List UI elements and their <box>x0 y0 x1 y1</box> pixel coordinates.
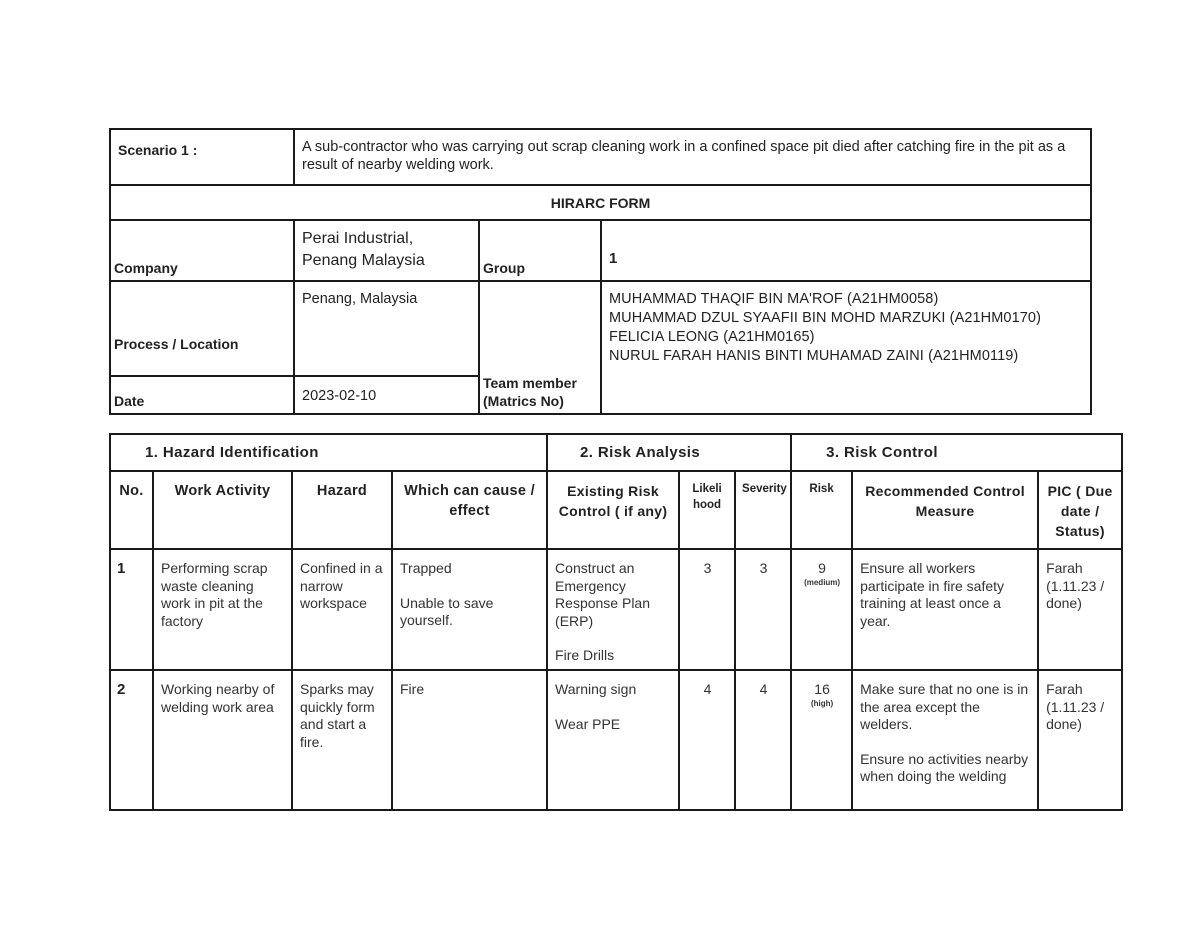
col-hazard: Hazard <box>292 471 392 549</box>
control-text: Construct an Emergency Response Plan (ERP) <box>555 560 650 629</box>
col-no: No. <box>110 471 153 549</box>
risk-level: (medium) <box>804 577 841 587</box>
col-existing-control: Existing Risk Control ( if any) <box>547 471 679 549</box>
row-effect <box>392 549 547 670</box>
row-recommended: Ensure all workers participate in fire safety training at least once a year. <box>852 549 1038 670</box>
form-title: HIRARC FORM <box>110 185 1091 220</box>
row-no: 1 <box>110 549 153 670</box>
section-hazard-identification: 1. Hazard Identification <box>110 434 547 471</box>
table-row <box>110 670 1122 810</box>
row-activity: Working nearby of welding work area <box>153 670 292 810</box>
row-severity: 3 <box>735 549 791 670</box>
team-member: FELICIA LEONG (A21HM0165) <box>609 329 815 345</box>
scenario-text: A sub-contractor who was carrying out scrap cleaning work in a confined space pit died after catching fire in the pit as a result of nearby welding work. <box>294 129 1091 185</box>
control-text: Wear PPE <box>555 715 621 732</box>
col-risk: Risk <box>791 471 852 549</box>
row-risk <box>791 670 852 810</box>
row-effect: Fire <box>392 670 547 810</box>
hirarc-assessment-table <box>109 433 1123 811</box>
col-recommended-control: Recommended Control Measure <box>852 471 1038 549</box>
group-value: 1 <box>601 220 1091 281</box>
col-effect: Which can cause / effect <box>392 471 547 549</box>
row-pic: Farah (1.11.23 / done) <box>1038 670 1122 810</box>
row-likelihood: 3 <box>679 549 735 670</box>
row-hazard: Sparks may quickly form and start a fire. <box>292 670 392 810</box>
section-risk-control: 3. Risk Control <box>791 434 1122 471</box>
team-member: MUHAMMAD THAQIF BIN MA'ROF (A21HM0058) <box>609 291 939 307</box>
group-label: Group <box>479 220 601 281</box>
row-no: 2 <box>110 670 153 810</box>
col-pic: PIC ( Due date / Status) <box>1038 471 1122 549</box>
control-text: Warning sign <box>555 681 637 697</box>
row-hazard: Confined in a narrow workspace <box>292 549 392 670</box>
col-work-activity: Work Activity <box>153 471 292 549</box>
date-value: 2023-02-10 <box>294 376 479 414</box>
company-label: Company <box>110 220 294 281</box>
row-activity: Performing scrap waste cleaning work in pit at the factory <box>153 549 292 670</box>
risk-value: 9 <box>818 560 826 576</box>
team-members <box>601 281 1091 414</box>
row-recommended <box>852 670 1038 810</box>
company-value: Perai Industrial, Penang Malaysia <box>294 220 479 281</box>
effect-text: Unable to save yourself. <box>400 594 494 628</box>
table-row <box>110 549 1122 670</box>
row-risk <box>791 549 852 670</box>
row-pic: Farah (1.11.23 / done) <box>1038 549 1122 670</box>
row-likelihood: 4 <box>679 670 735 810</box>
effect-text: Trapped <box>400 560 452 576</box>
team-member: MUHAMMAD DZUL SYAAFII BIN MOHD MARZUKI (A21HM0170) <box>609 310 1041 326</box>
control-text: Fire Drills <box>555 647 615 663</box>
scenario-label: Scenario 1 : <box>110 129 294 185</box>
row-existing-control <box>547 670 679 810</box>
risk-value: 16 <box>814 681 830 697</box>
col-severity: Severity <box>735 471 791 549</box>
recommended-text: Make sure that no one is in the area except the welders. <box>860 681 1029 732</box>
process-value: Penang, Malaysia <box>294 281 479 376</box>
row-existing-control <box>547 549 679 670</box>
team-label: Team member (Matrics No) <box>479 281 601 414</box>
risk-level: (high) <box>810 698 834 708</box>
team-member: NURUL FARAH HANIS BINTI MUHAMAD ZAINI (A21HM0119) <box>609 348 1019 364</box>
process-label: Process / Location <box>110 281 294 376</box>
section-risk-analysis: 2. Risk Analysis <box>547 434 791 471</box>
date-label: Date <box>110 376 294 414</box>
hirarc-header-table <box>109 128 1092 415</box>
row-severity: 4 <box>735 670 791 810</box>
col-likelihood: Likeli hood <box>679 471 735 549</box>
recommended-text: Ensure no activities nearby when doing the welding <box>860 750 1029 784</box>
